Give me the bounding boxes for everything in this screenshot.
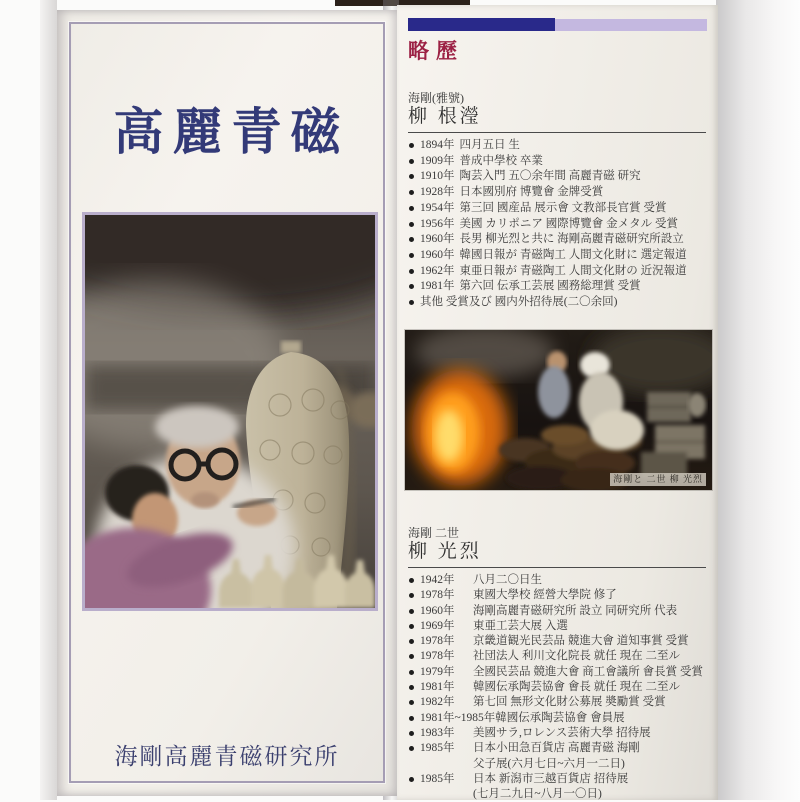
- timeline-entry: [408, 680, 708, 695]
- bullet-dot: [409, 143, 414, 148]
- entry-text: 長男 柳光烈と共に 海剛高麗青磁研究所設立: [459, 233, 684, 246]
- entry-text: 社団法人 利川文化院長 就任 現在 二至ル: [473, 650, 680, 663]
- section-haegang-second: [408, 526, 708, 802]
- entry-body: [420, 665, 703, 680]
- entry-text: 日本國別府 博覽會 金牌受賞: [459, 186, 604, 199]
- section-label: 海剛 二世: [408, 526, 460, 540]
- bullet-dot: [409, 609, 414, 614]
- entry-year: 1978年: [420, 650, 455, 663]
- entry-text-line2: 父子展(六月七日~六月一二日): [473, 757, 625, 770]
- cover-title: 高麗青磁: [113, 104, 350, 160]
- entry-text: 海剛高麗青磁研究所 設立 同研究所 代表: [473, 604, 678, 617]
- bullet-dot: [409, 269, 414, 274]
- entry-body: [420, 248, 687, 264]
- entry-body: [420, 295, 617, 311]
- entry-text: 東亜工芸大展 入選: [473, 619, 568, 632]
- timeline-entry: [408, 201, 708, 217]
- entry-text: 第六回 伝承工芸展 國務総理賞 受賞: [459, 280, 641, 293]
- entry-year: 1985年: [420, 742, 455, 755]
- entry-text: 美國 カリポニア 國際博覽會 金メタル 受賞: [459, 217, 678, 230]
- bullet-dot: [409, 731, 414, 736]
- entry-body: [420, 201, 667, 217]
- bullet-dot: [409, 700, 414, 705]
- entry-year: 1981年: [420, 280, 455, 293]
- entry-body: [420, 185, 603, 201]
- entry-year: 1960年: [420, 233, 455, 246]
- institute-name: 海剛高麗青磁研究所: [114, 744, 340, 769]
- timeline-entry: [408, 619, 708, 634]
- entry-text: 韓國伝承陶芸協會 會長 就任 現在 二至ル: [473, 681, 680, 694]
- bullet-dot: [409, 624, 414, 629]
- bullet-dot: [409, 685, 414, 690]
- timeline-list-haegang: [408, 138, 708, 311]
- entry-year: 1954年: [420, 201, 455, 214]
- bullet-dot: [409, 300, 414, 305]
- entry-text: 第三回 國産品 展示會 文教部長官賞 受賞: [459, 201, 667, 214]
- entry-year: 1960年: [420, 604, 455, 617]
- entry-text-line2: (七月二九日~八月一〇日): [473, 788, 602, 801]
- right-edge-shadow: [716, 0, 800, 800]
- section-rule: [408, 132, 706, 133]
- entry-body: [420, 154, 543, 170]
- cover-photo-potters-with-vase: [82, 212, 378, 611]
- entry-body: [420, 741, 640, 772]
- bullet-dot: [409, 237, 414, 242]
- timeline-entry: [408, 248, 708, 264]
- accent-bar-navy: [408, 18, 555, 31]
- section-haegang: [408, 91, 708, 311]
- entry-text: 韓國日報が 青磁陶工 人間文化財に 選定報道: [459, 248, 687, 261]
- entry-body: [420, 217, 678, 233]
- timeline-entry: [408, 649, 708, 664]
- entry-body: [420, 726, 651, 741]
- left-edge-shadow: [40, 0, 57, 800]
- section-rule: [408, 567, 706, 568]
- timeline-entry: [408, 154, 708, 170]
- cover-photo-illustration: [85, 215, 375, 608]
- bullet-dot: [409, 159, 414, 164]
- entry-body: [420, 649, 680, 664]
- entry-text: 四月五日 生: [459, 139, 520, 151]
- timeline-entry: [408, 217, 708, 233]
- entry-year: 1969年: [420, 619, 455, 632]
- entry-year: 1978年: [420, 589, 455, 602]
- entry-text: 東國大學校 經營大學院 修了: [473, 589, 617, 602]
- entry-year: 1982年: [420, 696, 455, 709]
- biography-page-panel: [397, 5, 718, 800]
- photo-caption: 海剛と 二世 柳 光烈: [610, 473, 706, 486]
- entry-text: 八月二〇日生: [473, 574, 542, 586]
- section-label: 海剛(雅號): [408, 91, 464, 105]
- entry-year: 1960年: [420, 248, 455, 261]
- bullet-dot: [409, 593, 414, 598]
- entry-text: 第七回 無形文化財公募展 奬勵賞 受賞: [473, 696, 666, 709]
- entry-year: 1909年: [420, 154, 455, 167]
- entry-body: [420, 138, 520, 154]
- header-accent-bar: [408, 18, 707, 31]
- bullet-dot: [409, 206, 414, 211]
- entry-body: [420, 573, 542, 588]
- timeline-list-haegang-second: [408, 573, 708, 802]
- timeline-entry: [408, 185, 708, 201]
- entry-body: [420, 588, 617, 603]
- entry-text: 全國民芸品 競進大會 商工會議所 會長賞 受賞: [473, 665, 703, 678]
- entry-year: 1910年: [420, 170, 455, 183]
- entry-year: 1985年: [420, 772, 455, 785]
- entry-year: 1983年: [420, 726, 455, 739]
- entry-body: [420, 772, 628, 802]
- entry-body: [420, 680, 680, 695]
- timeline-entry: [408, 573, 708, 588]
- entry-year: 1979年: [420, 665, 455, 678]
- page-title: 略歷: [408, 40, 464, 63]
- entry-year: 1894年: [420, 139, 455, 151]
- entry-year: 1978年: [420, 635, 455, 648]
- timeline-entry: [408, 138, 708, 154]
- entry-text: 美國サラ,ロレンス芸術大學 招待展: [473, 726, 651, 739]
- entry-text: 日本 新潟市三越百貨店 招待展: [473, 772, 629, 785]
- timeline-entry: [408, 604, 708, 619]
- timeline-entry: [408, 695, 708, 710]
- entry-year: 1956年: [420, 217, 455, 230]
- entry-year: 1942年: [420, 574, 455, 586]
- timeline-entry: [408, 726, 708, 741]
- timeline-entry: [408, 634, 708, 649]
- entry-text: 陶芸入門 五〇余年間 高麗青磁 研究: [459, 170, 641, 183]
- accent-bar-lavender: [555, 19, 707, 31]
- entry-body: [420, 604, 677, 619]
- timeline-entry: [408, 169, 708, 185]
- entry-text: 普成中學校 卒業: [459, 154, 543, 167]
- kiln-firing-photo: [405, 330, 712, 490]
- entry-text: 韓國伝承陶芸協會 會員展: [495, 711, 625, 724]
- bullet-dot: [409, 639, 414, 644]
- timeline-entry: [408, 665, 708, 680]
- bullet-dot: [409, 578, 414, 583]
- entry-body: [420, 711, 625, 726]
- entry-body: [420, 169, 641, 185]
- kiln-photo-illustration: [405, 330, 712, 490]
- bullet-dot: [409, 654, 414, 659]
- person-name: 柳 光烈: [408, 541, 482, 562]
- bullet-dot: [409, 670, 414, 675]
- entry-body: [420, 279, 641, 295]
- timeline-entry: [408, 232, 708, 248]
- brochure-cover-panel: [57, 10, 397, 796]
- entry-text: 京畿道観光民芸品 競進大會 道知事賞 受賞: [473, 635, 689, 648]
- entry-year: 1981年: [420, 681, 455, 694]
- bullet-dot: [409, 253, 414, 258]
- timeline-entry: [408, 295, 708, 311]
- bullet-dot: [409, 190, 414, 195]
- timeline-entry: [408, 741, 708, 772]
- entry-year: 1962年: [420, 264, 455, 277]
- timeline-entry: [408, 711, 708, 726]
- bullet-dot: [409, 777, 414, 782]
- entry-body: [420, 695, 666, 710]
- entry-year: 1981年~1985年: [420, 711, 496, 724]
- timeline-entry: [408, 264, 708, 280]
- entry-body: [420, 619, 568, 634]
- entry-text: 東亜日報が 青磁陶工 人間文化財の 近況報道: [459, 264, 687, 277]
- bullet-dot: [409, 716, 414, 721]
- entry-body: [420, 634, 689, 649]
- bullet-dot: [409, 746, 414, 751]
- entry-body: [420, 264, 687, 280]
- entry-text: 其他 受賞及び 國内外招待展(二〇余回): [420, 296, 618, 309]
- bullet-dot: [409, 174, 414, 179]
- bullet-dot: [409, 284, 414, 289]
- person-name: 柳 根瀅: [408, 106, 482, 127]
- timeline-entry: [408, 772, 708, 802]
- timeline-entry: [408, 279, 708, 295]
- timeline-entry: [408, 588, 708, 603]
- entry-text: 日本小田急百貨店 高麗青磁 海剛: [473, 742, 640, 755]
- bullet-dot: [409, 222, 414, 227]
- entry-year: 1928年: [420, 186, 455, 199]
- entry-body: [420, 232, 684, 248]
